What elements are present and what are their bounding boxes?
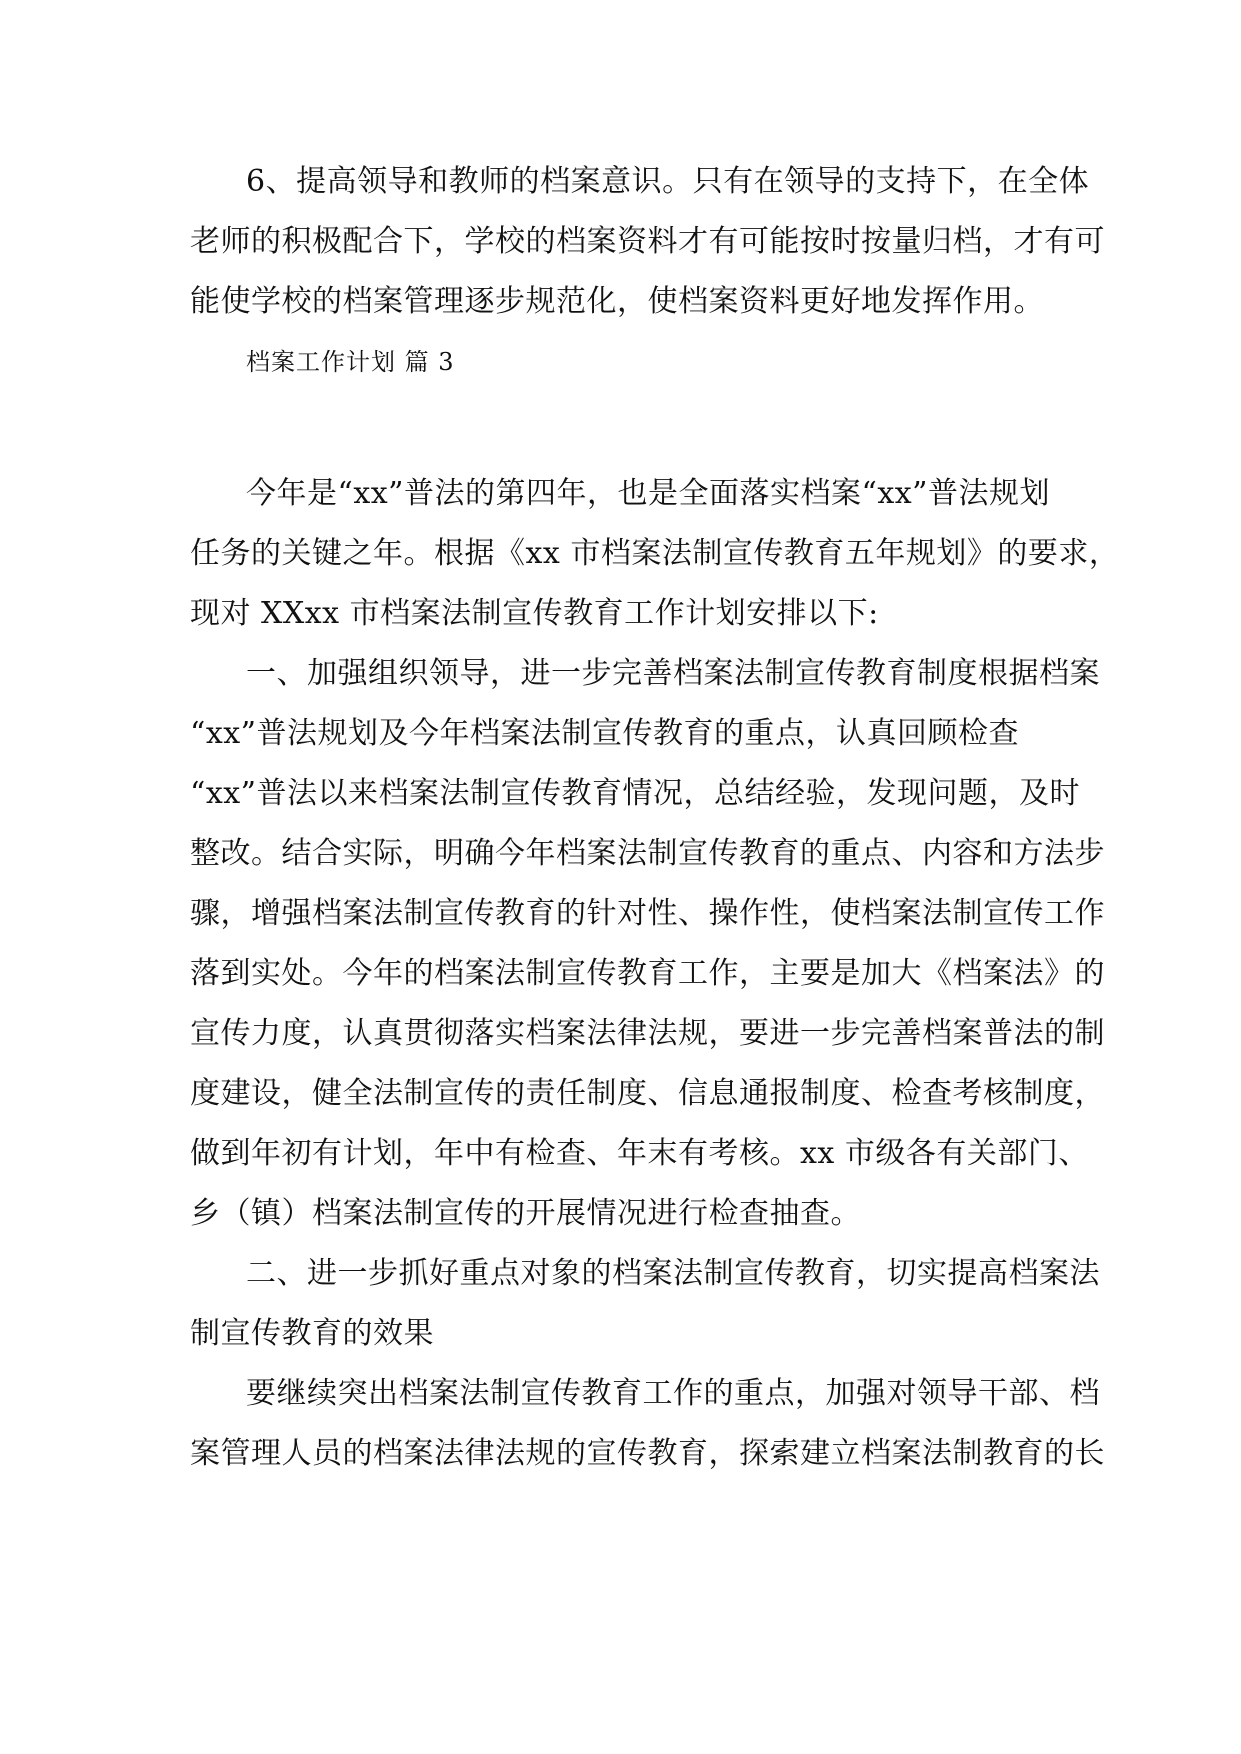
text-line: 老师的积极配合下，学校的档案资料才有可能按时按量归档，才有可 bbox=[190, 224, 1105, 259]
text-line: 制宣传教育的效果 bbox=[190, 1316, 434, 1351]
text-line: 任务的关键之年。根据《xx 市档案法制宣传教育五年规划》的要求， bbox=[190, 536, 1120, 571]
text-line: 骤，增强档案法制宣传教育的针对性、操作性，使档案法制宣传工作 bbox=[190, 896, 1105, 931]
text-line: “xx”普法以来档案法制宣传教育情况，总结经验，发现问题，及时 bbox=[190, 776, 1081, 811]
text-line: 落到实处。今年的档案法制宣传教育工作，主要是加大《档案法》的 bbox=[190, 956, 1105, 991]
text-line: 能使学校的档案管理逐步规范化，使档案资料更好地发挥作用。 bbox=[190, 284, 1044, 319]
paragraph-focus bbox=[190, 1364, 1105, 1484]
paragraph-organization bbox=[190, 644, 1105, 1244]
section-heading: 档案工作计划 篇 3 bbox=[246, 348, 455, 376]
document-body bbox=[190, 152, 1120, 1484]
text-line: “xx”普法规划及今年档案法制宣传教育的重点，认真回顾检查 bbox=[190, 716, 1020, 751]
text-line: 乡（镇）档案法制宣传的开展情况进行检查抽查。 bbox=[190, 1196, 861, 1231]
text-line: 做到年初有计划，年中有检查、年末有考核。xx 市级各有关部门、 bbox=[190, 1136, 1089, 1171]
blank-space bbox=[190, 392, 1060, 464]
text-line: 案管理人员的档案法律法规的宣传教育，探索建立档案法制教育的长 bbox=[190, 1436, 1105, 1471]
paragraph-intro bbox=[190, 464, 1120, 644]
text-line: 现对 XXxx 市档案法制宣传教育工作计划安排以下: bbox=[190, 596, 879, 631]
text-line: 度建设，健全法制宣传的责任制度、信息通报制度、检查考核制度， bbox=[190, 1076, 1105, 1111]
paragraph-key-targets bbox=[190, 1244, 1100, 1364]
paragraph-archive-awareness bbox=[190, 152, 1105, 332]
text-line: 整改。结合实际，明确今年档案法制宣传教育的重点、内容和方法步 bbox=[190, 836, 1105, 871]
text-line: 要继续突出档案法制宣传教育工作的重点，加强对领导干部、档 bbox=[246, 1376, 1100, 1411]
text-line: 一、加强组织领导，进一步完善档案法制宣传教育制度根据档案 bbox=[246, 656, 1100, 691]
text-line: 二、进一步抓好重点对象的档案法制宣传教育，切实提高档案法 bbox=[246, 1256, 1100, 1291]
text-line: 今年是“xx”普法的第四年，也是全面落实档案“xx”普法规划 bbox=[246, 476, 1051, 511]
text-line: 宣传力度，认真贯彻落实档案法律法规，要进一步完善档案普法的制 bbox=[190, 1016, 1105, 1051]
text-line: 6、提高领导和教师的档案意识。只有在领导的支持下，在全体 bbox=[246, 164, 1090, 199]
